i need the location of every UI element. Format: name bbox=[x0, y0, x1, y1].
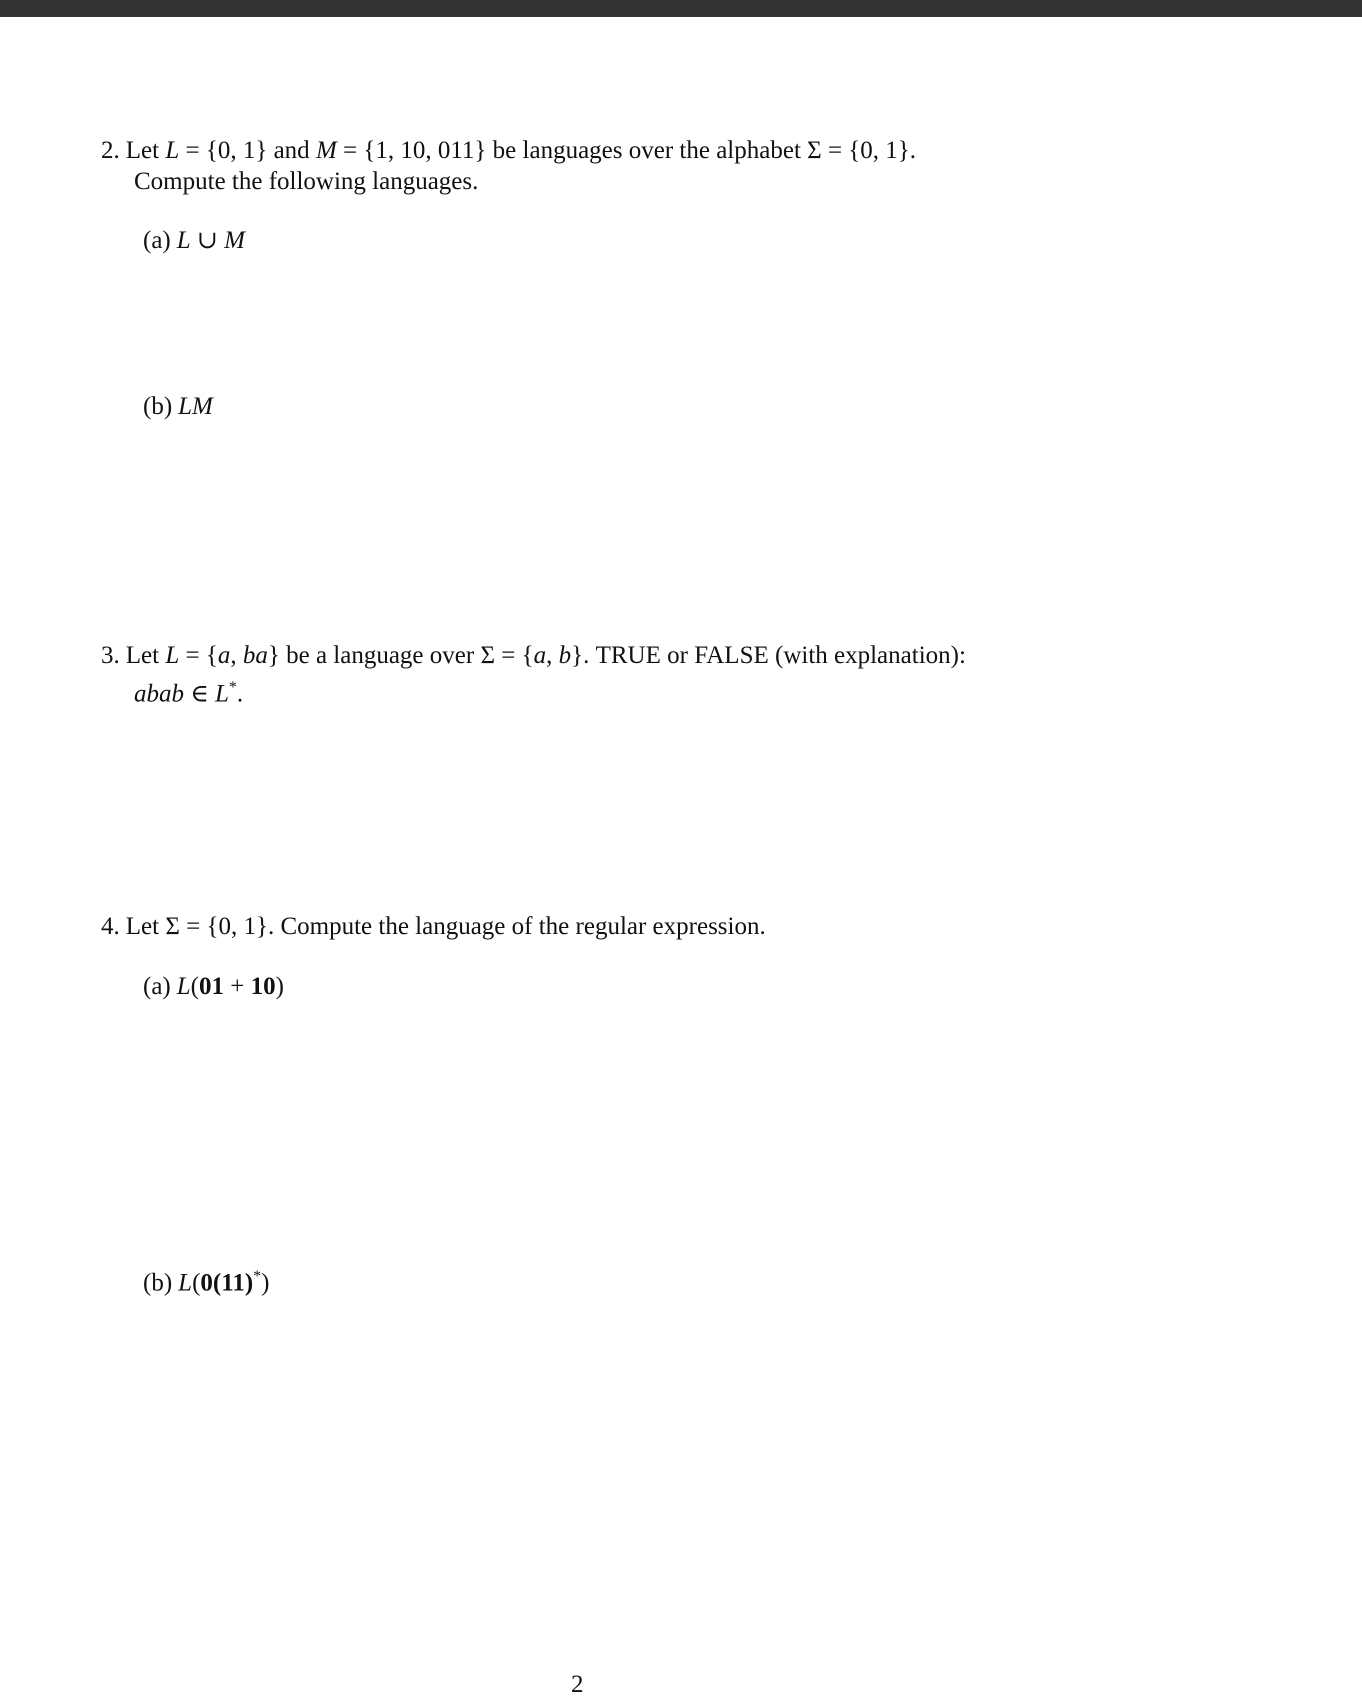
problem-2-part-b: (b) LM bbox=[143, 393, 213, 420]
problem-3-number: 3. bbox=[101, 642, 120, 669]
problem-2-part-a: (a) L ∪ M bbox=[143, 227, 245, 254]
problem-2-number: 2. bbox=[101, 137, 120, 164]
problem-2-line-1: 2. Let L = {0, 1} and M = {1, 10, 011} be languages over the alphabet Σ = {0, 1}. bbox=[101, 137, 917, 164]
problem-4-part-a: (a) L(01 + 10) bbox=[143, 973, 284, 1000]
problem-3-line-2: abab ∈ L*. bbox=[134, 679, 244, 708]
problem-4-part-b: (b) L(0(11)*) bbox=[143, 1268, 270, 1297]
part-label: (b) bbox=[143, 1269, 173, 1297]
page-number: 2 bbox=[571, 1671, 584, 1698]
problem-4-line-1: 4. Let Σ = {0, 1}. Compute the language of the regular expression. bbox=[101, 913, 766, 940]
problem-2-line-2: Compute the following languages. bbox=[134, 168, 479, 195]
top-bar bbox=[0, 0, 1362, 17]
problem-3-line-1: 3. Let L = {a, ba} be a language over Σ = {a, b}. TRUE or FALSE (with explanation): bbox=[101, 642, 966, 669]
part-label: (a) bbox=[143, 973, 171, 1000]
problem-4-number: 4. bbox=[101, 913, 120, 940]
part-label: (a) bbox=[143, 227, 171, 254]
part-label: (b) bbox=[143, 393, 173, 420]
